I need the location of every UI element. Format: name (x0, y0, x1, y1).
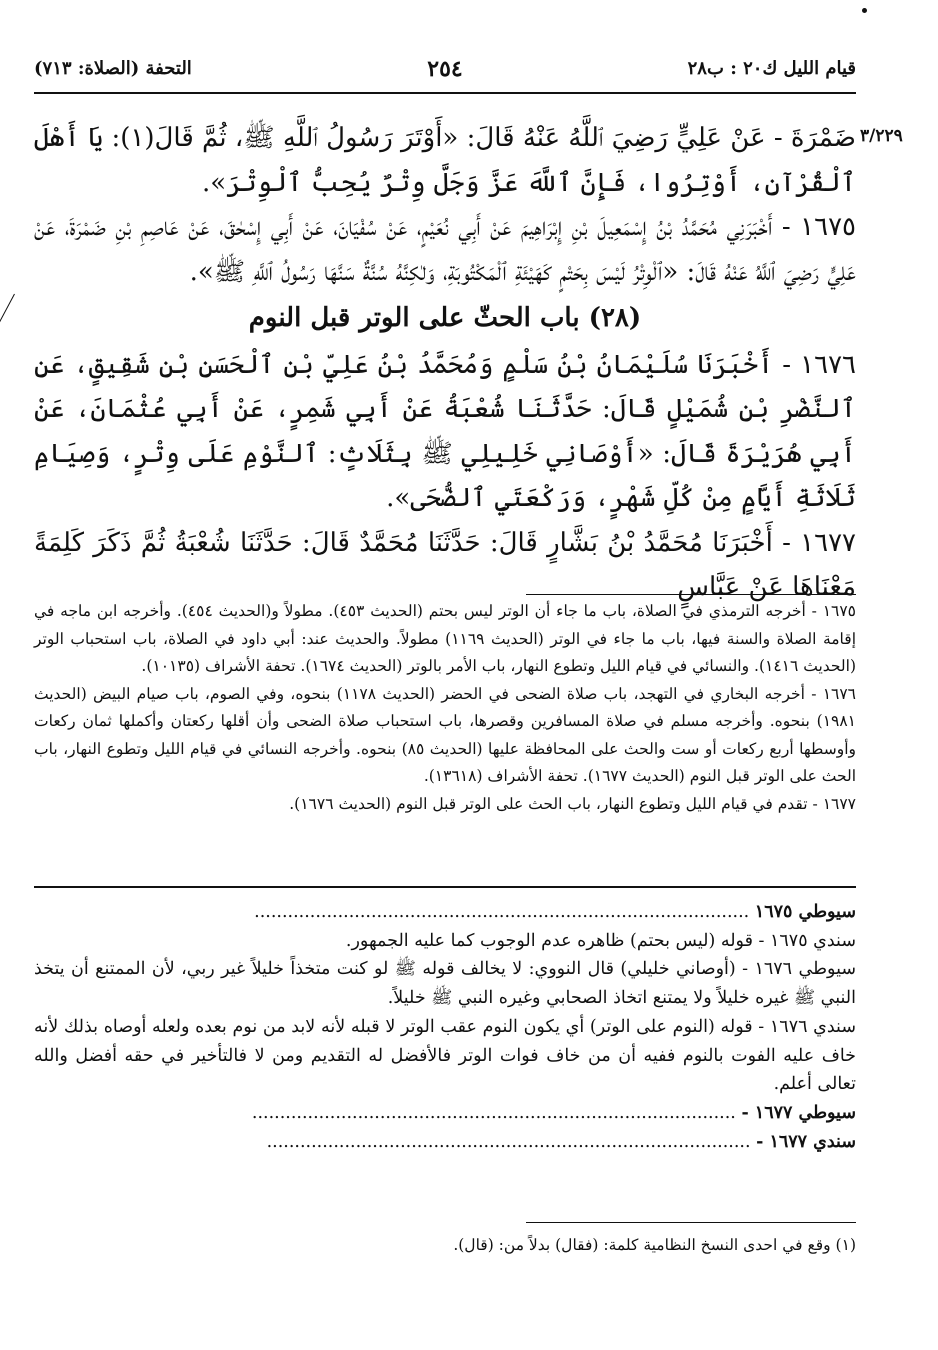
footnote-1677: ١٦٧٧ - تقدم في قيام الليل وتطوع النهار، باب الحث على الوتر قبل النوم (الحديث ١٦٧٦). (289, 794, 856, 813)
running-header (34, 56, 856, 90)
corner-dot (862, 8, 867, 13)
dot-leader: ....................................................................................... (266, 1131, 751, 1152)
chapter-heading: (٢٨) باب الحثّ على الوتر قبل النوم (248, 303, 642, 333)
commentary-suyuti-1676: سيوطي ١٦٧٦ - (أوصاني خليلي) قال النووي: لا يخالف قوله ﷺ لو كنت متخذاً خليلاً غير ربي، لأن الممتنع أن يتخذ النبي ﷺ غيره خليلاً ولا يمتنع اتخاذ الصحابي وغيره النبي ﷺ خليلاً. (34, 959, 857, 1009)
commentary-suyuti-1677 (34, 1099, 856, 1128)
commentary-sindi-1676: سندي ١٦٧٦ - قوله (النوم على الوتر) أي يكون النوم عقب الوتر لا قبله لأنه لابد من نوم بعده ولعله أوصاه بذلك لأنه خاف عليه الفوت بالنوم ففيه أن من خاف فوات الوتر فالأفضل له التقديم ومن لا فالتأخير في حقه أفضل والله تعالى أعلم. (34, 1016, 856, 1095)
commentary-suyuti-1675 (34, 898, 856, 927)
main-footnote-divider (526, 594, 856, 595)
page-note-1: (١) وقع في احدى النسخ النظامية كلمة: (فقال) بدلاً من: (قال). (453, 1236, 856, 1254)
footnote-1676: ١٦٧٦ - أخرجه البخاري في التهجد، باب صلاة الضحى في الحضر (الحديث ١١٧٨) بنحوه، وفي الصوم، باب صيام البيض (الحديث ١٩٨١) بنحوه. وأخرجه مسلم في صلاة المسافرين وقصرها، باب استحباب صلاة الضحى وأن أقلها ركعتان وأكملها ثمان ركعات وأوسطها أربع ركعات أو ست والحث على المحافظة عليها (الحديث ٨٥) بنحوه. وأخرجه النسائي في قيام الليل وتطوع النهار، باب الحث على الوتر قبل النوم (الحديث ١٦٧٧). تحفة الأشراف (١٣٦١٨). (34, 684, 857, 785)
commentary-sindi-1677 (34, 1128, 856, 1157)
commentary-label: سندي ١٦٧٧ - (756, 1131, 856, 1152)
dot-leader: ......................................................................................... (254, 902, 750, 922)
commentary-sindi-1675: سندي ١٦٧٥ - قوله (ليس بحتم) ظاهره عدم الوجوب كما عليه الجمهور. (345, 930, 856, 951)
margin-pen-mark (0, 294, 15, 324)
commentary-label: سيوطي ١٦٧٥ (754, 902, 856, 922)
hadith-1677: ١٦٧٧ - أَخْبَرَنَا مُحَمَّدُ بْنُ بَشَّارٍ قَالَ: حَدَّثَنَا مُحَمَّدٌ قَالَ: حَدَّثَنَا شُعْبَةُ ثُمَّ ذَكَرَ كَلِمَةً مَعْنَاهَا عَنْ عَبَّاسٍ (34, 527, 856, 602)
commentary (34, 898, 856, 1156)
commentary-divider (34, 886, 856, 888)
commentary-label: سيوطي ١٦٧٧ - (741, 1102, 856, 1123)
margin-reference: ٣/٢٢٩ (860, 126, 903, 146)
hadith-1675: ١٦٧٥ - أَخْبَرَنِي مُحَمَّدُ بْنُ إِسْمَعِيلَ بْنِ إِبْرَاهِيمَ عَنْ أَبِي نُعَيْمٍ، عَنْ سُفْيَانَ، عَنْ أَبِي إِسْحٰقَ، عَنْ عَاصِمِ بْنِ ضَمْرَةَ، عَنْ عَلِيٍّ رَضِيَ ٱللَّهُ عَنْهُ قَالَ: «ٱلْوِتْرُ لَيْسَ بِحَتْمٍ كَهَيْئَةِ ٱلْمَكْتُوبَةِ، وَلٰكِنَّهُ سُنَّةٌ سَنَّهَا رَسُولُ ٱللَّهِ ﷺ». (34, 212, 856, 287)
header-tuhfa-ref: التحفة (الصلاة: ٧١٣) (34, 58, 192, 79)
page-note (34, 1232, 856, 1258)
hadith-1676: ١٦٧٦ - أَخْبَرَنَا سُلَيْمَانُ بْنُ سَلْمٍ وَمُحَمَّدُ بْنُ عَلِيِّ بْنِ ٱلْحَسَنِ بْنِ شَقِيقٍ، عَنِ ٱلنَّضْرِ بْنِ شُمَيْلٍ قَالَ: حَدَّثَنَا شُعْبَةُ عَنْ أَبِي شَمِرٍ، عَنْ أَبِي عُثْمَانَ، عَنْ أَبِي هُرَيْرَةَ قَالَ: «أَوْصَانِي خَلِيلِي ﷺ بِثَلَاثٍ: ٱلنَّوْمِ عَلَى وِتْرٍ، وَصِيَامِ ثَلَاثَةِ أَيَّامٍ مِنْ كُلِّ شَهْرٍ، وَرَكْعَتَيِ ٱلضُّحَى». (34, 349, 856, 513)
hadith-continuation: ضَمْرَةَ - عَنْ عَلِيٍّ رَضِيَ ٱللَّهُ عَنْهُ قَالَ: «أَوْتَرَ رَسُولُ ٱللَّهِ ﷺ، ثُمَّ قَالَ(١): يَا أَهْلَ ٱلْقُرْآنِ، أَوْتِرُوا، فَإِنَّ ٱللَّهَ عَزَّ وَجَلَّ وِتْرٌ يُحِبُّ ٱلْوِتْرَ». (34, 123, 856, 198)
header-section-ref: قيام الليل ك٢٠ : ب٢٨ (687, 58, 856, 79)
note-divider (526, 1222, 856, 1223)
header-divider (34, 92, 856, 94)
footnote-1675: ١٦٧٥ - أخرجه الترمذي في الصلاة، باب ما جاء أن الوتر ليس بحتم (الحديث ٤٥٣). مطولاً و(الحديث ٤٥٤). وأخرجه ابن ماجه في إقامة الصلاة والسنة فيها، باب ما جاء في الوتر (الحديث ١١٦٩) مطولاً. والحديث عند: أبي داود في الصلاة، باب استحباب الوتر (الحديث ١٤١٦). والنسائي في قيام الليل وتطوع النهار، باب الأمر بالوتر (الحديث ١٦٧٤). تحفة الأشراف (١٠١٣٥). (34, 602, 856, 675)
takhrij-footnotes (34, 598, 856, 818)
dot-leader: ....................................................................................... (251, 1102, 736, 1123)
main-text (34, 116, 856, 610)
page-number: ٢٥٤ (427, 56, 463, 82)
